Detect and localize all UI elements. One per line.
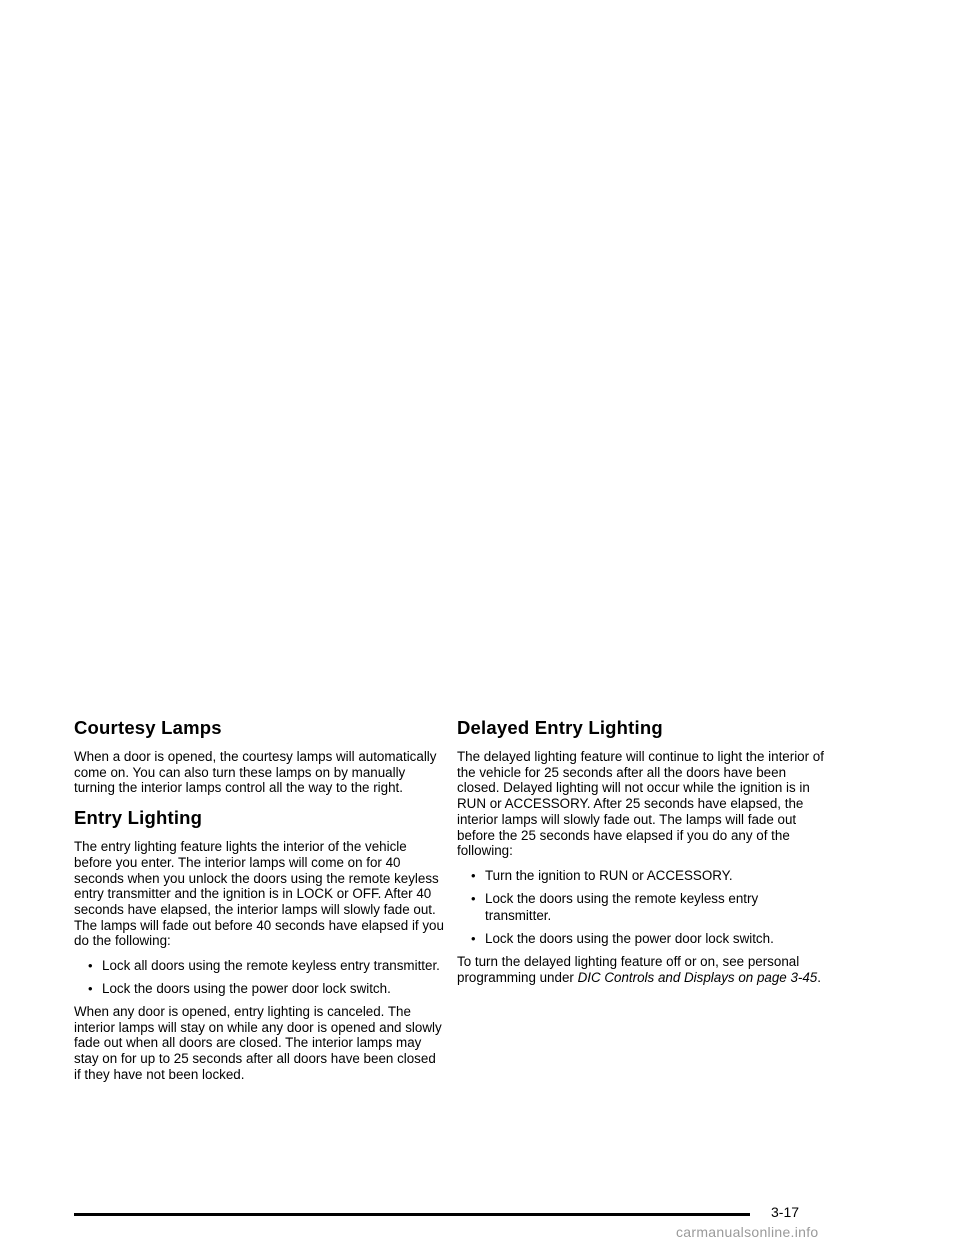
list-item-text: Lock the doors using the remote keyless entry transmitter. bbox=[485, 890, 759, 923]
cross-reference-link[interactable]: DIC Controls and Displays on page 3-45 bbox=[577, 969, 818, 985]
entry-lighting-heading: Entry Lighting bbox=[74, 807, 203, 829]
list-item bbox=[457, 890, 827, 924]
delayed-entry-lighting-list bbox=[457, 867, 827, 947]
courtesy-lamps-heading: Courtesy Lamps bbox=[74, 717, 222, 738]
list-item bbox=[457, 930, 827, 947]
list-item-text: Turn the ignition to RUN or ACCESSORY. bbox=[485, 867, 733, 883]
list-item-text: Lock the doors using the power door lock switch. bbox=[102, 981, 391, 997]
entry-lighting-section bbox=[74, 806, 444, 1082]
bullet-icon: • bbox=[88, 958, 93, 974]
delayed-entry-lighting-heading: Delayed Entry Lighting bbox=[457, 717, 663, 738]
closing-suffix: . bbox=[817, 969, 821, 985]
list-item-text: Lock the doors using the power door lock switch. bbox=[485, 930, 774, 946]
watermark: carmanualsonline.info bbox=[676, 1224, 819, 1240]
entry-lighting-body: The entry lighting feature lights the interior of the vehicle before you enter. The interior lamps will come on for 40 seconds when you unlock the doors using the remote keyless entry transmitter and the ignition is in LOCK or OFF. After 40 seconds have elapsed, the interior lamps will slowly fade out. The lamps will fade out before 40 seconds have elapsed if you do the following: bbox=[74, 839, 444, 949]
list-item bbox=[74, 980, 444, 997]
bullet-icon: • bbox=[471, 890, 476, 906]
delayed-entry-lighting-closing bbox=[457, 954, 827, 985]
list-item bbox=[457, 867, 827, 884]
closing-prefix: To turn the delayed lighting feature off or on, see personal programming under bbox=[457, 953, 800, 985]
bullet-icon: • bbox=[471, 930, 476, 946]
entry-lighting-list bbox=[74, 957, 444, 997]
delayed-entry-lighting-body: The delayed lighting feature will continue to light the interior of the vehicle for 25 seconds after all the doors have been closed. Delayed lighting will not occur while the ignition is in RUN or ACCESSORY. After 25 seconds have elapsed, the interior lamps will slowly fade out. The lamps will fade out before the 25 seconds have elapsed if you do any of the following: bbox=[457, 749, 824, 859]
page-number: 3-17 bbox=[771, 1204, 800, 1220]
list-item-text: Lock all doors using the remote keyless entry transmitter. bbox=[102, 958, 440, 974]
courtesy-lamps-section bbox=[74, 716, 444, 796]
delayed-entry-lighting-section bbox=[457, 716, 827, 985]
bullet-icon: • bbox=[88, 981, 93, 997]
bullet-icon: • bbox=[471, 867, 476, 883]
list-item bbox=[74, 957, 444, 974]
entry-lighting-closing: When any door is opened, entry lighting is canceled. The interior lamps will stay on while any door is opened and slowly fade out when all doors are closed. The interior lamps may stay on for up to 25 seconds after all doors have been closed if they have not been locked. bbox=[74, 1004, 442, 1082]
left-column bbox=[74, 716, 444, 1091]
right-column bbox=[457, 716, 827, 993]
footer-rule bbox=[74, 1213, 750, 1216]
courtesy-lamps-body: When a door is opened, the courtesy lamps will automatically come on. You can also turn these lamps on by manually turning the interior lamps control all the way to the right. bbox=[74, 749, 437, 796]
